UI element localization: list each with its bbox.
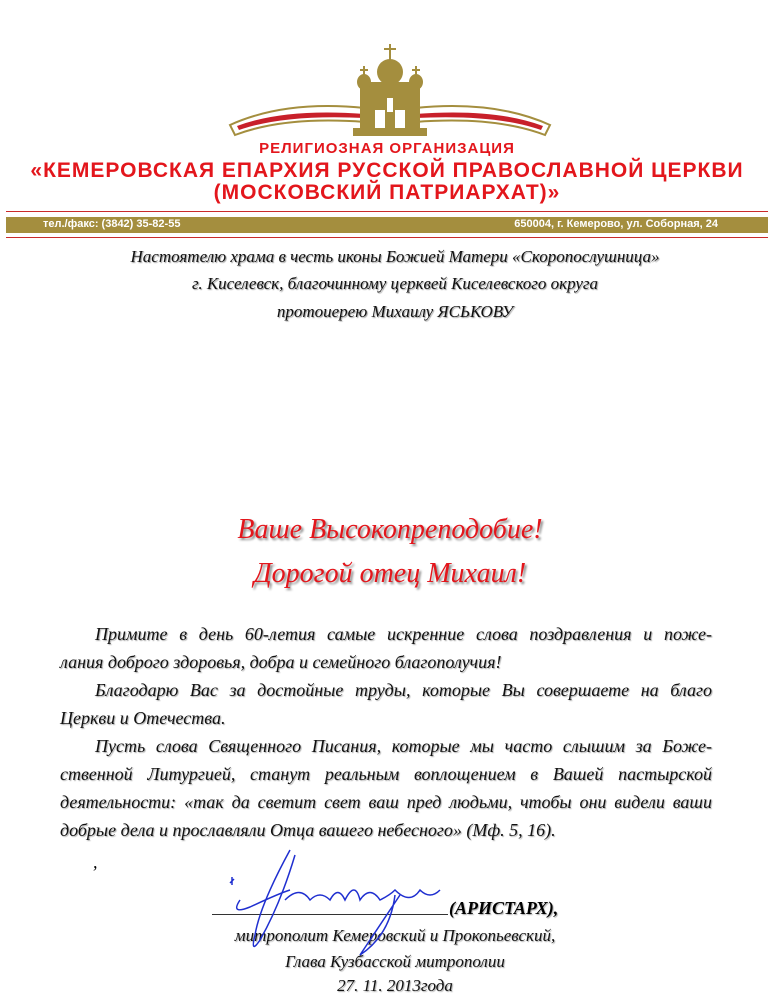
- addressee-line: Настоятелю храма в честь иконы Божией Матери «Скоропослушница»: [130, 247, 660, 266]
- divider-top: [6, 211, 768, 212]
- greeting-line: Дорогой отец Михаил!: [253, 558, 527, 589]
- signatory-title: Глава Кузбасской митрополии: [285, 952, 505, 971]
- body-line: деятельности: «так да светит свет ваш пред людьми, чтобы они видели ваши: [60, 792, 712, 812]
- greeting-line: Ваше Высокопреподобие!: [237, 514, 543, 545]
- body-line: Благодарю Вас за достойные труды, которые Вы совершаете на благо: [95, 680, 712, 700]
- body-line: Примите в день 60-летия самые искренние слова поздравления и поже-: [95, 624, 712, 644]
- signatory-title: митрополит Кемеровский и Прокопьевский,: [234, 926, 556, 945]
- body-line: ственной Литургией, станут реальным воплощением в Вашей пастырской: [60, 764, 712, 784]
- body-line: Церкви и Отечества.: [60, 708, 226, 728]
- stray-mark: ,: [93, 852, 98, 872]
- org-name-line-2: (МОСКОВСКИЙ ПАТРИАРХАТ)»: [213, 181, 561, 204]
- divider-bottom: [6, 237, 768, 238]
- handwritten-signature: [220, 845, 460, 965]
- body-line: добрые дела и прославляли Отца вашего небесного» (Мф. 5, 16).: [60, 820, 556, 840]
- addressee-line: протоиерею Михаилу ЯСЬКОВУ: [276, 302, 514, 321]
- cathedral-logo: [225, 40, 555, 140]
- org-name-line-1: «КЕМЕРОВСКАЯ ЕПАРХИЯ РУССКОЙ ПРАВОСЛАВНОЙ ЦЕРКВИ: [30, 159, 744, 182]
- phone: тел./факс: (3842) 35-82-55: [43, 218, 181, 230]
- body-line: Пусть слова Священного Писания, которые мы часто слышим за Боже-: [95, 736, 712, 756]
- contact-band: [6, 217, 768, 233]
- letter-date: 27. 11. 2013года: [337, 976, 453, 995]
- signatory-name: (АРИСТАРХ),: [449, 898, 559, 918]
- body-line: лания доброго здоровья, добра и семейного благополучия!: [60, 652, 502, 672]
- org-type: РЕЛИГИОЗНАЯ ОРГАНИЗАЦИЯ: [259, 140, 515, 157]
- addressee-line: г. Киселевск, благочинному церквей Киселевского округа: [191, 274, 599, 293]
- address: 650004, г. Кемерово, ул. Соборная, 24: [514, 218, 718, 230]
